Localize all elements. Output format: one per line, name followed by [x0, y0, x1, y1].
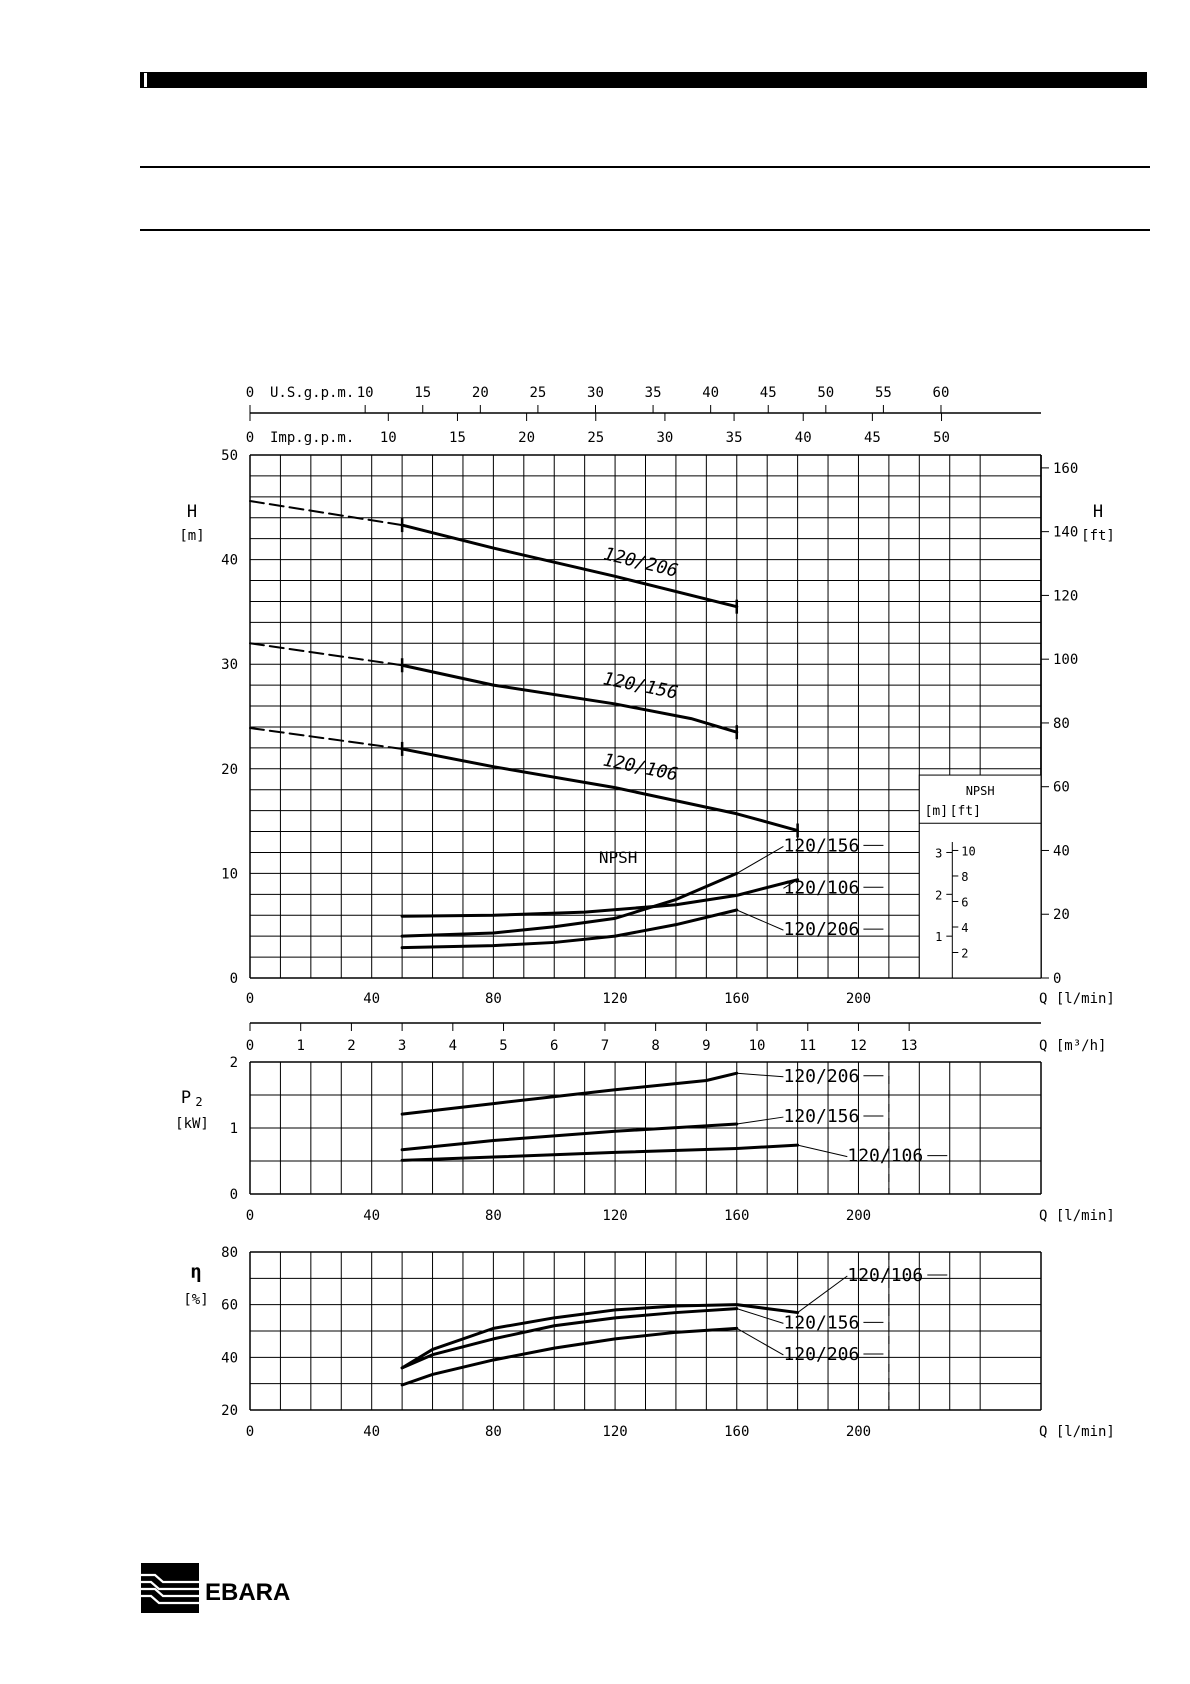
head-y-axis-symbol: H: [186, 502, 198, 522]
power-curve-label: 120/206: [783, 1065, 860, 1087]
head-curve-dashed: [250, 501, 402, 525]
usgpm-tick-label: 35: [644, 385, 662, 401]
npsh-ft-tick-label: 2: [961, 946, 969, 961]
m3h-tick-label: 7: [600, 1038, 610, 1054]
impgpm-tick-label: 0: [245, 430, 255, 446]
head-y-tick-label: 20: [221, 761, 238, 778]
power-leader-line: [737, 1073, 784, 1077]
usgpm-tick-label: 10: [356, 385, 374, 401]
head-ft-tick-label: 80: [1053, 715, 1070, 732]
usgpm-axis-label: U.S.g.p.m.: [270, 385, 355, 401]
head-y-tick-label: 10: [221, 866, 238, 883]
head-ft-tick-label: 160: [1053, 460, 1079, 477]
eff-y-axis-symbol: η: [190, 1261, 202, 1283]
eff-leader-line: [798, 1276, 848, 1313]
power-leader-line: [737, 1117, 784, 1124]
head-curve-label: 120/206: [601, 543, 681, 582]
impgpm-tick-label: 30: [656, 430, 674, 446]
head-right-axis-symbol: H: [1092, 502, 1104, 522]
eff-y-tick-label: 60: [221, 1297, 238, 1314]
head-y-tick-label: 40: [221, 552, 238, 569]
usgpm-tick-label: 45: [759, 385, 777, 401]
eff-x-tick-label: 40: [363, 1424, 381, 1440]
head-x-tick-label: 80: [484, 991, 502, 1007]
eff-y-tick-label: 80: [221, 1245, 238, 1261]
m3h-tick-label: 4: [448, 1038, 458, 1054]
eff-curve-label: 120/206: [783, 1343, 860, 1365]
npsh-label: NPSH: [598, 847, 638, 867]
power-y-axis-subscript: 2: [195, 1095, 203, 1109]
npsh-curve: [402, 873, 737, 936]
head-x-tick-label: 160: [724, 991, 750, 1007]
impgpm-tick-label: 50: [933, 430, 950, 446]
m3h-tick-label: 2: [347, 1038, 356, 1054]
power-curve-label: 120/156: [783, 1106, 860, 1128]
npsh-ft-tick-label: 8: [961, 869, 969, 884]
npsh-m-tick-label: 2: [935, 888, 943, 903]
m3h-tick-label: 13: [900, 1038, 918, 1054]
head-y-tick-label: 30: [221, 657, 238, 674]
head-ft-tick-label: 120: [1053, 588, 1079, 605]
eff-y-tick-label: 20: [221, 1403, 238, 1419]
eff-x-tick-label: 80: [484, 1424, 502, 1440]
head-x-tick-label: 0: [245, 991, 255, 1007]
npsh-leader-line: [737, 910, 784, 930]
head-ft-tick-label: 40: [1053, 843, 1070, 860]
power-y-axis-unit: [kW]: [175, 1116, 209, 1132]
npsh-ft-tick-label: 6: [961, 895, 969, 910]
m3h-tick-label: 5: [499, 1038, 508, 1054]
usgpm-tick-label: 25: [529, 385, 547, 401]
m3h-axis-label: Q [m³/h]: [1039, 1038, 1107, 1054]
power-curve: [402, 1145, 797, 1160]
eff-leader-line: [737, 1328, 784, 1355]
usgpm-tick-label: 20: [471, 385, 489, 401]
power-y-tick-label: 2: [229, 1055, 238, 1071]
eff-y-tick-label: 40: [221, 1350, 238, 1367]
power-x-tick-label: 40: [363, 1208, 381, 1224]
head-x-tick-label: 200: [845, 991, 872, 1007]
usgpm-tick-label: 60: [932, 385, 950, 401]
eff-curve: [402, 1309, 737, 1368]
impgpm-tick-label: 25: [587, 430, 605, 446]
npsh-inset-title: NPSH: [965, 783, 995, 798]
npsh-curve-label: 120/106: [783, 877, 860, 899]
m3h-tick-label: 6: [550, 1038, 559, 1054]
usgpm-tick-label: 30: [587, 385, 604, 401]
eff-curve-label: 120/156: [783, 1312, 860, 1334]
head-curve-dashed: [250, 643, 402, 665]
usgpm-tick-label: 55: [874, 385, 892, 401]
head-curve-label: 120/156: [601, 668, 680, 704]
head-curve: [402, 525, 737, 607]
head-ft-tick-label: 20: [1053, 907, 1070, 924]
power-curve-label: 120/106: [847, 1145, 924, 1167]
head-ft-tick-label: 140: [1053, 524, 1079, 541]
power-x-tick-label: 80: [484, 1208, 502, 1224]
impgpm-tick-label: 45: [863, 430, 881, 446]
power-y-tick-label: 1: [229, 1121, 238, 1137]
power-curve: [402, 1073, 737, 1114]
eff-x-tick-label: 160: [724, 1424, 750, 1440]
eff-curve: [402, 1328, 737, 1385]
npsh-ft-tick-label: 10: [961, 844, 976, 859]
eff-x-tick-label: 120: [602, 1424, 628, 1440]
head-x-tick-label: 120: [602, 991, 628, 1007]
usgpm-tick-label: 40: [702, 385, 720, 401]
impgpm-tick-label: 40: [794, 430, 812, 446]
impgpm-tick-label: 10: [379, 430, 397, 446]
ebara-logo: [141, 1563, 306, 1617]
head-curve: [402, 665, 737, 732]
power-y-tick-label: 0: [229, 1187, 238, 1203]
m3h-tick-label: 11: [799, 1038, 817, 1054]
impgpm-tick-label: 20: [518, 430, 536, 446]
power-leader-line: [798, 1145, 848, 1157]
npsh-leader-line: [737, 846, 784, 873]
eff-x-axis-label: Q [l/min]: [1039, 1424, 1115, 1440]
head-curve-dashed: [250, 728, 402, 749]
head-y-axis-unit: [m]: [179, 528, 205, 544]
usgpm-tick-label: 50: [817, 385, 835, 401]
impgpm-axis-label: Imp.g.p.m.: [270, 430, 355, 446]
head-x-tick-label: 40: [363, 991, 381, 1007]
power-y-axis-symbol: P: [180, 1088, 192, 1108]
m3h-tick-label: 3: [397, 1038, 407, 1054]
head-right-axis-unit: [ft]: [1081, 528, 1115, 544]
npsh-curve-label: 120/206: [783, 919, 860, 941]
head-ft-tick-label: 100: [1053, 652, 1079, 669]
m3h-tick-label: 8: [651, 1038, 660, 1054]
ebara-logo-mark: [141, 1563, 306, 1613]
m3h-tick-label: 10: [748, 1038, 766, 1054]
head-curve-label: 120/106: [601, 749, 680, 786]
usgpm-tick-label: 15: [414, 385, 432, 401]
eff-curve-label: 120/106: [847, 1264, 924, 1286]
npsh-m-tick-label: 1: [935, 930, 943, 945]
power-x-axis-label: Q [l/min]: [1039, 1208, 1115, 1224]
impgpm-tick-label: 35: [725, 430, 743, 446]
power-x-tick-label: 160: [724, 1208, 750, 1224]
head-y-tick-label: 0: [229, 971, 238, 987]
eff-curve: [402, 1305, 797, 1368]
npsh-inset-unit-ft: [ft]: [949, 803, 981, 819]
m3h-tick-label: 0: [245, 1038, 255, 1054]
eff-y-axis-unit: [%]: [183, 1292, 209, 1308]
power-x-tick-label: 200: [845, 1208, 872, 1224]
m3h-tick-label: 9: [702, 1038, 711, 1054]
eff-x-tick-label: 0: [245, 1424, 255, 1440]
npsh-m-tick-label: 3: [935, 846, 943, 861]
power-x-tick-label: 120: [602, 1208, 628, 1224]
npsh-ft-tick-label: 4: [961, 920, 969, 935]
npsh-inset-unit-m: [m]: [924, 803, 949, 819]
m3h-tick-label: 12: [850, 1038, 867, 1054]
eff-x-tick-label: 200: [845, 1424, 872, 1440]
head-ft-tick-label: 0: [1053, 971, 1062, 987]
m3h-tick-label: 1: [296, 1038, 305, 1054]
npsh-curve-label: 120/156: [783, 835, 860, 857]
head-y-tick-label: 50: [221, 448, 238, 464]
impgpm-tick-label: 15: [449, 430, 466, 446]
brand-name: EBARA: [205, 1579, 291, 1606]
power-x-tick-label: 0: [245, 1208, 255, 1224]
usgpm-tick-label: 0: [245, 385, 255, 401]
head-ft-tick-label: 60: [1053, 779, 1070, 796]
head-x-axis-label: Q [l/min]: [1039, 991, 1115, 1007]
